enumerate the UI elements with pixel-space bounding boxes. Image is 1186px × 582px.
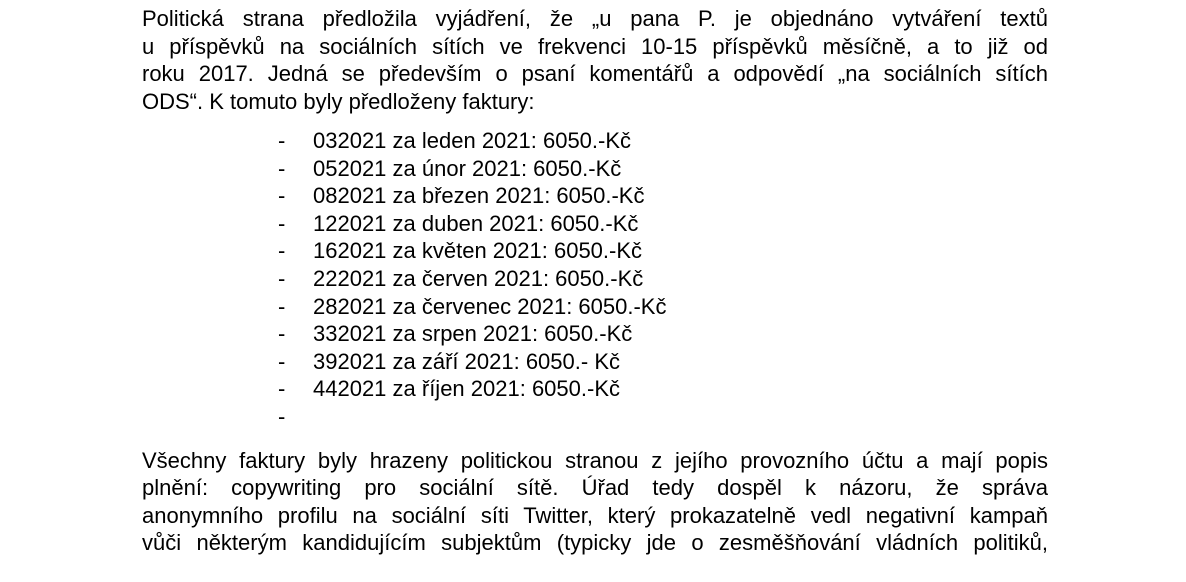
invoice-text: 282021 za červenec 2021: 6050.-Kč [313,293,667,319]
intro-line: u příspěvků na sociálních sítích ve frekvenci 10-15 příspěvků měsíčně, a to již od [142,33,1048,59]
document-page [142,0,1048,557]
invoice-item [142,375,1048,403]
invoice-text: 392021 za září 2021: 6050.- Kč [313,348,620,374]
invoice-text: 122021 za duben 2021: 6050.-Kč [313,210,639,236]
invoice-item [142,155,1048,183]
invoice-text: 222021 za červen 2021: 6050.-Kč [313,265,644,291]
invoice-text: 032021 za leden 2021: 6050.-Kč [313,128,632,153]
invoice-item [142,293,1048,321]
list-dash: - [278,376,286,402]
intro-paragraph [142,0,1048,115]
closing-line: plnění: copywriting pro sociální sítě. Úřad tedy dospěl k názoru, že správa [142,475,1048,501]
intro-line: roku 2017. Jedná se především o psaní komentářů a odpovědí „na sociálních sítích [142,61,1048,86]
intro-line: ODS“. K tomuto byly předloženy faktury: [142,88,535,114]
invoice-text: 052021 za únor 2021: 6050.-Kč [313,155,622,181]
invoice-item [142,237,1048,265]
closing-paragraph [142,447,1048,557]
list-dash: - [278,183,286,209]
list-dash: - [278,265,286,291]
invoice-text: 332021 za srpen 2021: 6050.-Kč [313,321,633,347]
invoice-item-empty [142,403,1048,431]
list-dash: - [278,210,286,236]
invoice-item [142,210,1048,238]
list-dash: - [278,348,286,374]
list-dash: - [278,238,286,264]
invoice-text: 162021 za květen 2021: 6050.-Kč [313,238,643,264]
intro-line: Politická strana předložila vyjádření, že „u pana P. je objednáno vytváření textů [142,6,1048,31]
invoice-list [142,127,1048,431]
invoice-item [142,320,1048,348]
list-dash: - [278,321,286,347]
list-dash: - [278,128,286,153]
closing-line: anonymního profilu na sociální síti Twitter, který prokazatelně vedl negativní kampaň [142,502,1048,528]
invoice-item [142,127,1048,155]
list-dash: - [278,155,286,181]
list-dash: - [278,403,286,429]
invoice-item [142,265,1048,293]
invoice-item [142,348,1048,376]
closing-line: vůči některým kandidujícím subjektům (typicky jde o zesměšňování vládních politiků, [142,530,1048,556]
invoice-text: 442021 za říjen 2021: 6050.-Kč [313,376,621,402]
closing-line: Všechny faktury byly hrazeny politickou stranou z jejího provozního účtu a mají popis [142,447,1048,473]
list-dash: - [278,293,286,319]
invoice-text: 082021 za březen 2021: 6050.-Kč [313,183,645,209]
invoice-item [142,182,1048,210]
